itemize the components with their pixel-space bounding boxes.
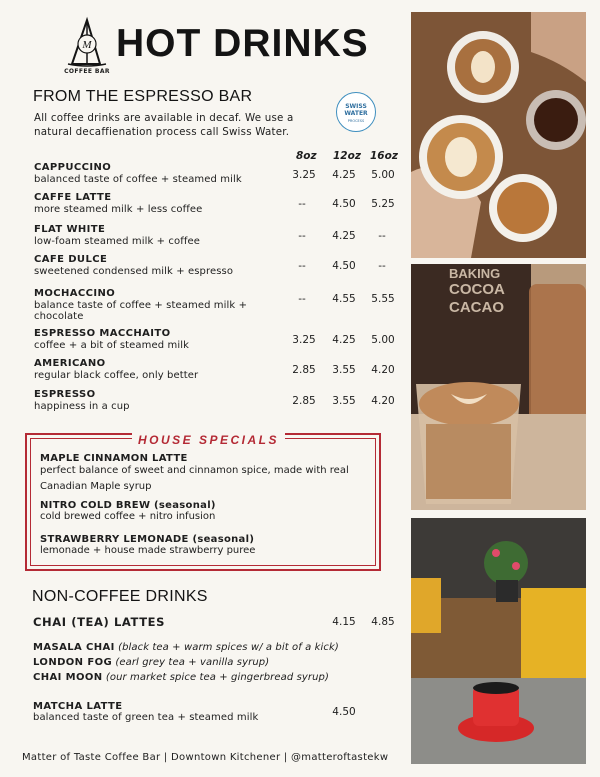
logo-caption: COFFEE BAR (64, 68, 110, 75)
logo-sail-icon (62, 16, 112, 68)
chai-price-12oz: 4.15 (332, 616, 356, 628)
svg-text:COCOA: COCOA (449, 281, 505, 298)
svg-text:M: M (82, 39, 92, 51)
chai-price-16oz: 4.85 (371, 616, 395, 628)
photo-latte-cups (411, 12, 586, 258)
column-header-12oz: 12oz (333, 150, 361, 162)
non-coffee-heading: NON-COFFEE DRINKS (32, 588, 208, 605)
footer: Matter of Taste Coffee Bar | Downtown Kitchener | @matteroftastekw (22, 752, 389, 763)
column-header-8oz: 8oz (296, 150, 317, 162)
photo-cocoa-latte (411, 264, 586, 510)
matcha-price: 4.50 (332, 706, 356, 718)
chai-item: MASALA CHAI (black tea + warm spices w/ a bit of a kick) (33, 642, 339, 653)
logo (62, 16, 112, 76)
photo-patio-cup (411, 518, 586, 764)
espresso-intro: All coffee drinks are available in decaf. We use a natural decaffienation process call Swiss Water. (34, 112, 294, 138)
chai-heading: CHAI (TEA) LATTES (33, 615, 165, 629)
swiss-water-badge: SWISS WATER PROCESS (336, 92, 376, 132)
espresso-heading: FROM THE ESPRESSO BAR (33, 88, 253, 105)
page-title: HOT DRINKS (116, 22, 369, 65)
matcha-name: MATCHA LATTE (33, 701, 123, 712)
svg-text:CACAO: CACAO (449, 299, 504, 316)
svg-text:BAKING: BAKING (449, 266, 501, 281)
specials-heading: HOUSE SPECIALS (132, 433, 285, 447)
column-header-16oz: 16oz (370, 150, 398, 162)
chai-item: CHAI MOON (our market spice tea + gingerbread syrup) (33, 672, 329, 683)
matcha-desc: balanced taste of green tea + steamed milk (33, 712, 259, 723)
chai-item: LONDON FOG (earl grey tea + vanilla syrup) (33, 657, 270, 668)
